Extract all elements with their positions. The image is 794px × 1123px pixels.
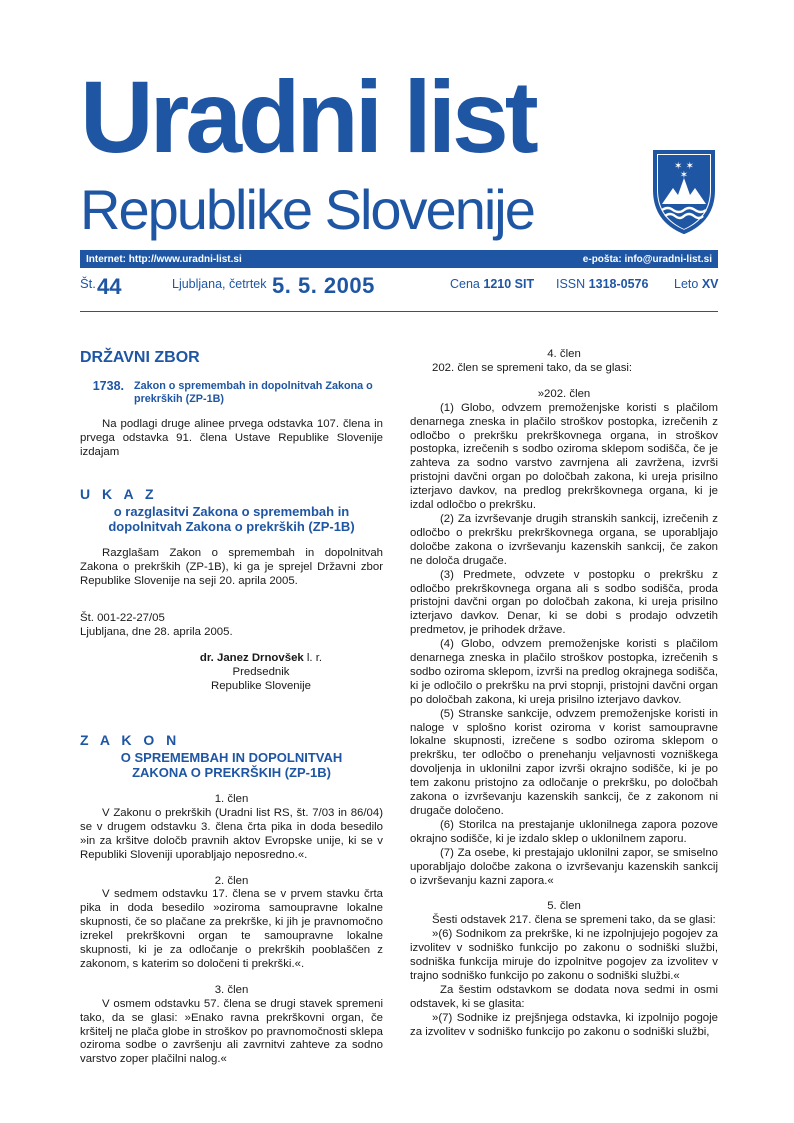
place-day: Ljubljana, četrtek [172, 277, 267, 291]
email-link[interactable]: e-pošta: info@uradni-list.si [582, 253, 712, 265]
article-3-text: V osmem odstavku 57. člena se drugi stavek spremeni tako, da se glasi: »Enako ravna prekrškovni organ, če kršitelj ne plača globe in stroškov po pravnomočnosti sklepa oziroma sodbe o završenju ali zavrnitvi zahteve za sodno varstvo zoper plačilni nalog.« [80, 997, 383, 1066]
article-2-heading: 2. člen [214, 874, 249, 887]
header-divider [80, 311, 718, 312]
issue-date: 5. 5. 2005 [272, 273, 375, 298]
article-5-heading: 5. člen [547, 900, 581, 913]
masthead-contact-bar [80, 250, 718, 268]
article-4-heading: 4. člen [547, 348, 581, 360]
zakon-subtitle: O SPREMEMBAH IN DOPOLNITVAH ZAKONA O PREKRŠKIH (ZP-1B) [120, 749, 343, 781]
svg-text:✶ ✶: ✶ ✶ [674, 161, 694, 172]
signature-block [186, 652, 336, 694]
paragraph-6: (6) Storilca na prestajanje uklonilnega zapora pozove okrajno sodišče, ki je izdalo sklep o uklonilnem zaporu. [410, 818, 718, 845]
section-heading: DRŽAVNI ZBOR [80, 349, 200, 366]
issue-prefix: Št. [80, 276, 96, 291]
article-2-text: V sedmem odstavku 17. člena se v prvem stavku črta pika in doda besedilo »oziroma samoupravne lokalne skupnosti, če so plačane za prekrške, ki jih je pravnomočno izrekel prekrškovni organ te samoupravne lokalne skupnosti, ki je za odločanje o prekrških pooblaščen z zakonom, s katerim so določeni ti prekrški.«. [80, 888, 383, 970]
paragraph-5: (5) Stranske sankcije, odvzem premoženjske koristi in naloge v splošno korist oziroma v korist samoupravne lokalne skupnosti, izrečene s sodbo oziroma sklepom o prekršku, ter odločbo o prenehanju veljavnosti vozniškega dovoljenja in uklonilni zapor izvrši okrajno sodišče, ki je po tem zakonu pristojno za odločanje o prekršku, po določbah zakona o izvrševanju kazenskih sankcij, če z zakonom ni drugače določeno. [410, 707, 718, 817]
issue-info-line [80, 272, 718, 302]
price-label: Cena [450, 277, 480, 291]
signature-role: Predsednik [232, 666, 290, 679]
quoted-article-heading: »202. člen [537, 387, 591, 400]
right-column [410, 348, 718, 1040]
article-5-quote-1: »(6) Sodnikom za prekrške, ki ne izpolnjujejo pogojev za izvolitev v sodniško funkcijo po zakonu o sodniški službi, sodniška funkcija miruje do izpolnitve pogojev za izvolitev v trajno sodniško funkcijo po zakonu o sodniški službi.« [410, 928, 718, 982]
signature-name: dr. Janez Drnovšek [199, 652, 304, 665]
paragraph-2: (2) Za izvrševanje drugih stranskih sankcij, izrečenih z odločbo o prekršku prekrškovnega organa, se uporabljajo določbe zakona o izvrševanju kazenskih sankcij, če zakon ne določa drugače. [410, 512, 718, 567]
article-5-addition: Za šestim odstavkom se dodata nova sedmi in osmi odstavek, ki se glasita: [410, 983, 718, 1010]
act-number: 1738. [92, 379, 124, 393]
ukaz-text: Razglašam Zakon o spremembah in dopolnitvah Zakona o prekrških (ZP-1B), ki ga je sprejel Državni zbor Republike Slovenije na seji 20. aprila 2005. [80, 546, 383, 587]
slovenia-coat-of-arms-icon [649, 148, 719, 234]
signature-org: Republike Slovenije [210, 680, 312, 693]
ref-number: Št. 001-22-27/05 [80, 612, 165, 625]
ref-date: Ljubljana, dne 28. aprila 2005. [80, 626, 233, 639]
act-title: Zakon o spremembah in dopolnitvah Zakona o prekrških (ZP-1B) [134, 380, 373, 405]
paragraph-1: (1) Globo, odvzem premoženjske koristi s plačilom denarnega zneska in plačilo stroškov postopka, izrečenih z odločbo o prekršku prekrškovnega organa, in stroškov postopka, izrečenih s sodbo oziroma sklepom sodišča, če je zahteva za sodno varstvo zavrnjena ali zavržena, izvrši pristojni davčni organ po določbah zakona, ki ureja prisilno izterjavo davkov, na predlog prekrškovnega organa, ki je izdal odločbo o prekršku. [410, 401, 718, 512]
article-3-heading: 3. člen [214, 983, 249, 996]
article-1-text: V Zakonu o prekrških (Uradni list RS, št. 7/03 in 86/04) se v drugem odstavku 3. člena črta pika in doda besedilo »in za kršitve določb pravnih aktov Evropske unije, ki se v Republiki Sloveniji uporabljajo neposredno.«. [80, 806, 383, 861]
paragraph-7: (7) Za osebe, ki prestajajo uklonilni zapor, se smiselno uporabljajo določbe zakona o izvrševanju kazenskih sankcij o izvrševanju kazni zapora.« [410, 846, 718, 887]
article-4-intro: 202. člen se spremeni tako, da se glasi: [432, 361, 633, 374]
article-5-intro: Šesti odstavek 217. člena se spremeni tako, da se glasi: [432, 914, 716, 927]
issn-value: 1318-0576 [588, 277, 649, 291]
article-1-heading: 1. člen [214, 792, 249, 805]
masthead-subtitle: Republike Slovenije [80, 178, 534, 241]
ukaz-title: U K A Z [80, 485, 158, 502]
act-heading [80, 380, 383, 406]
price-value: 1210 SIT [483, 277, 535, 291]
svg-text:✶: ✶ [679, 170, 689, 181]
issn-label: ISSN [556, 277, 586, 291]
paragraph-4: (4) Globo, odvzem premoženjske koristi s plačilom denarnega zneska in plačilo stroškov postopka, izrečenih s sodbo oziroma sklepom, izvrši na predlog okrajnega sodišča, ki je odločilo o prekršku na prvi stopnji, pristojni davčni organ po določbah zakona, ki ureja prisilno izterjavo davkov. [410, 638, 718, 706]
paragraph-3: (3) Predmete, odvzete v postopku o prekršku z odločbo prekrškovnega organa ali s sodbo sodišča, proda pristojni davčni organ po določbah zakona, ki ureja prisilno izterjavo davkov. Denar, ki se dobi s prodajo odvzetih predmetov, je prihodek države. [410, 568, 718, 637]
preamble: Na podlagi druge alinee prvega odstavka 107. člena in prvega odstavka 91. člena Ustave Republike Slovenije izdajam [80, 418, 383, 458]
ukaz-subtitle: o razglasitvi Zakona o spremembah in dopolnitvah Zakona o prekrških (ZP-1B) [108, 503, 355, 535]
issue-number: 44 [97, 274, 122, 299]
article-5-quote-2: »(7) Sodnike iz prejšnjega odstavka, ki izpolnijo pogoje za izvolitev v sodniško funkcijo po zakonu o sodniški službi, [410, 1011, 718, 1038]
year-value: XV [701, 277, 719, 291]
zakon-title: Z A K O N [80, 731, 181, 748]
signature-suffix: l. r. [303, 652, 323, 665]
internet-link[interactable]: Internet: http://www.uradni-list.si [86, 253, 242, 265]
year-label: Leto [674, 277, 699, 291]
masthead-title: Uradni list [80, 60, 535, 174]
left-column [80, 348, 383, 1067]
